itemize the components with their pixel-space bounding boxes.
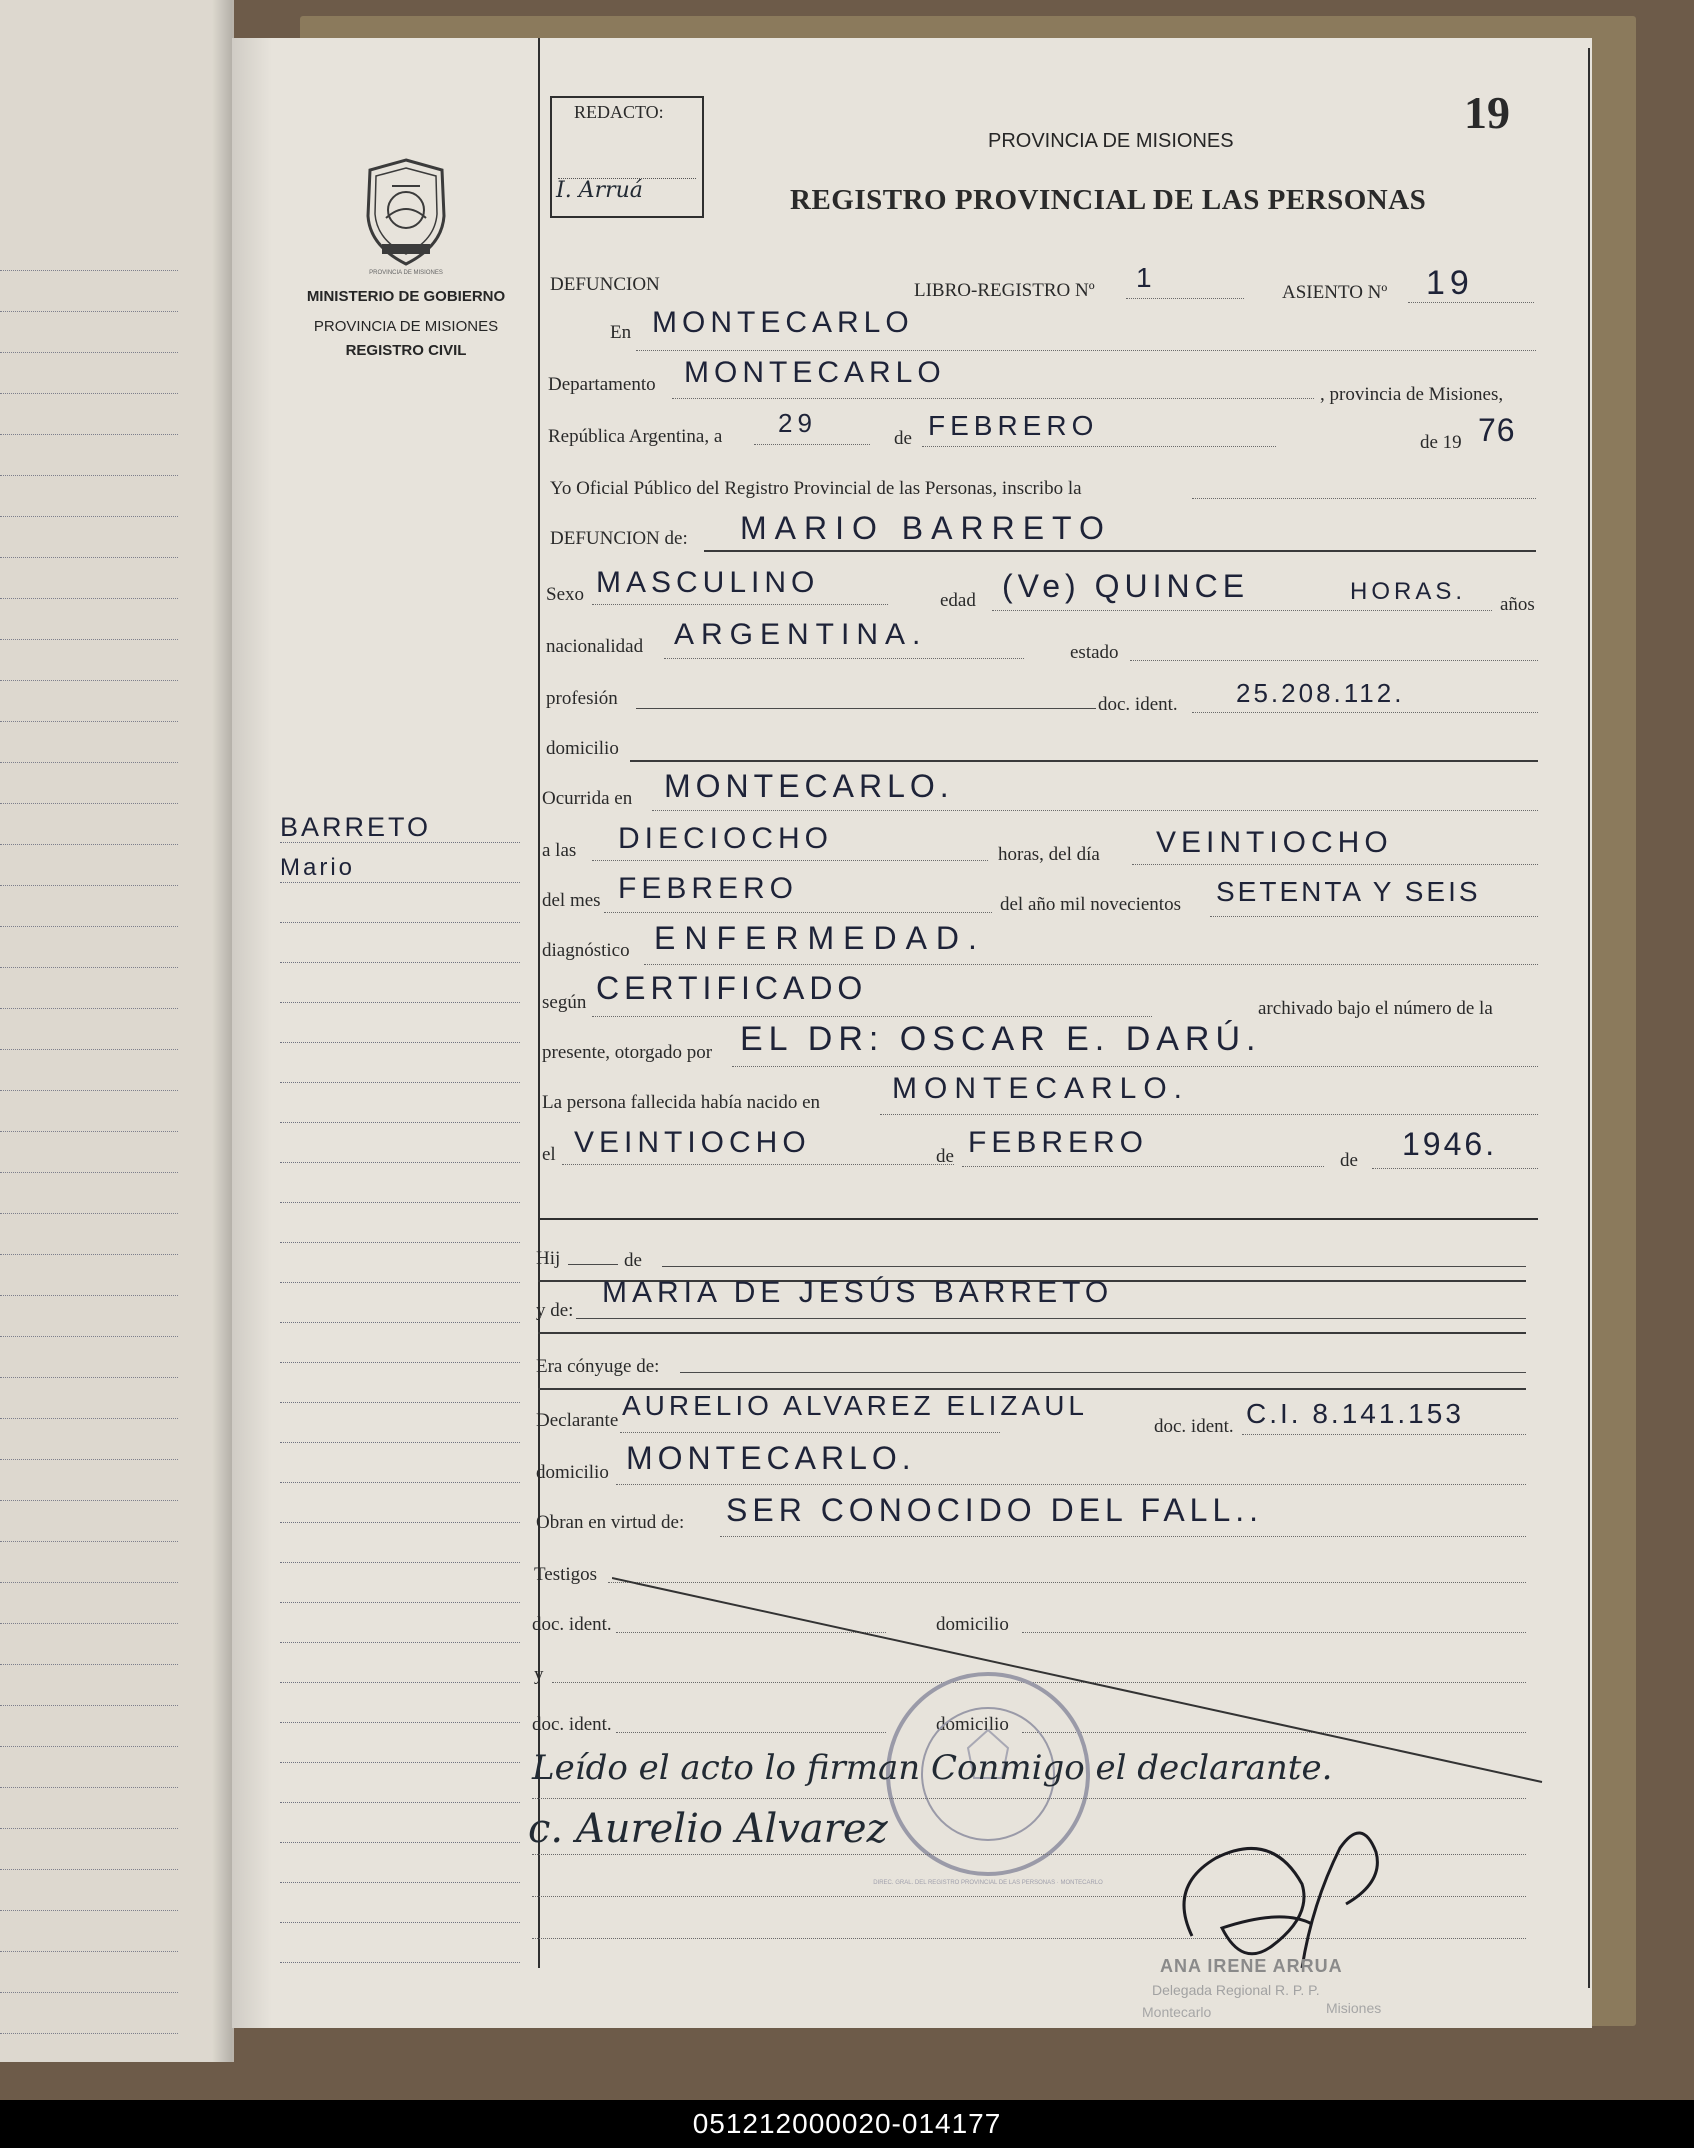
left-page-rule: [0, 1787, 178, 1788]
left-page-rule: [0, 1869, 178, 1870]
label-de-nac-ano: de: [1340, 1150, 1358, 1171]
label-profesion: profesión: [546, 688, 618, 709]
registry-title: REGISTRO PROVINCIAL DE LAS PERSONAS: [790, 184, 1427, 216]
margin-rule: [280, 1402, 520, 1403]
label-de-nac-mes: de: [936, 1146, 954, 1167]
left-page-rule: [0, 721, 178, 722]
value-obran: SER CONOCIDO DEL FALL..: [726, 1492, 1264, 1528]
label-nacido-en: La persona fallecida había nacido en: [542, 1092, 820, 1113]
label-de-mes: de: [894, 428, 912, 449]
margin-rule: [280, 882, 520, 883]
margin-rule: [280, 1642, 520, 1643]
left-page-rule: [0, 1008, 178, 1009]
right-page: [232, 38, 1592, 2028]
margin-rule: [280, 1762, 520, 1763]
label-asiento: ASIENTO Nº: [1282, 282, 1388, 303]
left-page-rule: [0, 1295, 178, 1296]
left-page-rule: [0, 1992, 178, 1993]
label-ocurrida-en: Ocurrida en: [542, 788, 633, 809]
label-doc-ident-3: doc. ident.: [532, 1614, 612, 1635]
value-ano: 76: [1478, 412, 1516, 448]
margin-rule: [280, 1082, 520, 1083]
official-name: ANA IRENE ARRUA: [1160, 1956, 1343, 1976]
left-page-rule: [0, 598, 178, 599]
label-edad: edad: [940, 590, 976, 611]
barcode-text: 051212000020-014177: [692, 2108, 1002, 2139]
province-title: PROVINCIA DE MISIONES: [988, 130, 1234, 152]
value-a-las: DIECIOCHO: [618, 822, 834, 855]
margin-rule: [280, 1242, 520, 1243]
margin-rule: [280, 1002, 520, 1003]
margin-rule: [280, 1042, 520, 1043]
value-nac-mes: FEBRERO: [968, 1126, 1149, 1159]
page-edge-shade: [232, 38, 272, 2028]
closing-line-2: c. Aurelio Alvarez: [528, 1806, 888, 1852]
left-page-rule: [0, 1254, 178, 1255]
left-page-rule: [0, 1623, 178, 1624]
left-page-rule: [0, 1828, 178, 1829]
value-asiento: 19: [1426, 264, 1474, 302]
official-signature: [1162, 1808, 1422, 1978]
label-doc-ident-4: doc. ident.: [532, 1714, 612, 1735]
seal-caption: PROVINCIA DE MISIONES: [369, 270, 443, 276]
label-domicilio-3: domicilio: [936, 1614, 1009, 1635]
label-archivado: archivado bajo el número de la: [1258, 998, 1493, 1019]
official-title: Delegada Regional R. P. P.: [1152, 1982, 1320, 1998]
left-page-rule: [0, 1664, 178, 1665]
left-page-rule: [0, 639, 178, 640]
value-sexo: MASCULINO: [596, 566, 820, 599]
value-libro: 1: [1136, 262, 1157, 293]
left-page-rule: [0, 926, 178, 927]
left-page-rule: [0, 1582, 178, 1583]
value-departamento: MONTECARLO: [684, 356, 946, 389]
label-hij-de: de: [624, 1250, 642, 1271]
label-doc-ident-2: doc. ident.: [1154, 1416, 1234, 1437]
left-page-rule: [0, 1418, 178, 1419]
page-number: 19: [1464, 87, 1510, 138]
label-horas-del-dia: horas, del día: [998, 844, 1100, 865]
closing-line-1: Leído el acto lo firman Conmigo el declarante.: [532, 1748, 1333, 1788]
value-dia-texto: VEINTIOCHO: [1156, 826, 1393, 859]
left-page-rule: [0, 885, 178, 886]
ministry-line-1: MINISTERIO DE GOBIERNO: [306, 288, 506, 305]
right-vertical-rule: [1588, 48, 1590, 1988]
left-page-rule: [0, 352, 178, 353]
redacto-signature: I. Arruá: [556, 178, 643, 203]
left-page-rule: [0, 1377, 178, 1378]
value-diagnostico: ENFERMEDAD.: [654, 920, 986, 956]
left-page-rule: [0, 1910, 178, 1911]
left-page-rule: [0, 1459, 178, 1460]
left-page-rule: [0, 1951, 178, 1952]
label-del-ano: del año mil novecientos: [1000, 894, 1181, 915]
left-page-rule: [0, 1090, 178, 1091]
left-page-rule: [0, 844, 178, 845]
label-del-mes: del mes: [542, 890, 601, 911]
value-edad: (Ve) QUINCE: [1002, 568, 1250, 604]
margin-rule: [280, 1442, 520, 1443]
label-y-de: y de:: [536, 1300, 574, 1321]
value-nac-dia: VEINTIOCHO: [574, 1126, 811, 1159]
margin-surname: BARRETO: [280, 812, 432, 842]
label-departamento: Departamento: [548, 374, 656, 395]
value-mes: FEBRERO: [928, 410, 1099, 441]
label-nacionalidad: nacionalidad: [546, 636, 644, 657]
left-page-rule: [0, 270, 178, 271]
value-nac-ano: 1946.: [1402, 1126, 1498, 1162]
value-otorgado-por: EL DR: OSCAR E. DARÚ.: [740, 1020, 1262, 1058]
label-a-las: a las: [542, 840, 577, 861]
label-y: y: [534, 1664, 544, 1685]
label-el: el: [542, 1144, 556, 1165]
label-republica: República Argentina, a: [548, 426, 723, 447]
label-domicilio-4: domicilio: [936, 1714, 1009, 1735]
left-page-rule: [0, 1049, 178, 1050]
margin-rule: [280, 1482, 520, 1483]
ministry-seal-icon: [356, 156, 456, 268]
left-page-rule: [0, 1172, 178, 1173]
margin-rule: [280, 1202, 520, 1203]
margin-rule: [280, 1522, 520, 1523]
margin-rule: [280, 1922, 520, 1923]
redacto-label: REDACTO:: [574, 102, 664, 122]
label-libro: LIBRO-REGISTRO Nº: [914, 280, 1095, 301]
left-page-rule: [0, 311, 178, 312]
label-doc-ident: doc. ident.: [1098, 694, 1178, 715]
left-page-rule: [0, 434, 178, 435]
left-page-rule: [0, 1131, 178, 1132]
label-testigos: Testigos: [534, 1564, 598, 1585]
label-estado: estado: [1070, 642, 1119, 663]
label-yo-oficial: Yo Oficial Público del Registro Provincial de las Personas, inscribo la: [550, 478, 1082, 499]
value-segun: CERTIFICADO: [596, 970, 868, 1006]
margin-rule: [280, 1122, 520, 1123]
left-page-rule: [0, 557, 178, 558]
value-declarante: AURELIO ALVAREZ ELIZAUL: [622, 1390, 1088, 1421]
ministry-line-3: REGISTRO CIVIL: [345, 342, 467, 359]
spine-shade: [212, 0, 232, 2062]
label-anos: años: [1500, 594, 1535, 615]
official-place-right: Misiones: [1326, 2000, 1382, 2016]
value-edad-unidad: HORAS.: [1350, 578, 1467, 605]
left-page-rule: [0, 2033, 178, 2034]
left-page-rule: [0, 1213, 178, 1214]
left-page-rule: [0, 1705, 178, 1706]
label-obran: Obran en virtud de:: [536, 1512, 685, 1533]
value-nombre: MARIO BARRETO: [740, 510, 1112, 546]
label-hij: Hij: [536, 1248, 561, 1269]
margin-rule: [280, 1722, 520, 1723]
margin-rule: [280, 1322, 520, 1323]
left-page-rule: [0, 1541, 178, 1542]
margin-rule: [280, 1682, 520, 1683]
margin-rule: [280, 922, 520, 923]
label-domicilio-2: domicilio: [536, 1462, 609, 1483]
value-declarante-doc: C.I. 8.141.153: [1246, 1398, 1464, 1429]
label-domicilio: domicilio: [546, 738, 619, 759]
left-page-rule: [0, 475, 178, 476]
margin-rule: [280, 1162, 520, 1163]
label-defuncion: DEFUNCION: [550, 274, 660, 295]
official-place-left: Montecarlo: [1142, 2004, 1212, 2020]
value-en: MONTECARLO: [652, 306, 914, 339]
value-doc-ident: 25.208.112.: [1236, 678, 1405, 708]
redacto-box: [550, 96, 704, 218]
left-page-rule: [0, 680, 178, 681]
left-page-rule: [0, 1336, 178, 1337]
label-de-19: de 19: [1420, 432, 1462, 453]
label-provincia: , provincia de Misiones,: [1320, 384, 1504, 405]
label-segun: según: [542, 992, 587, 1013]
margin-rule: [280, 1562, 520, 1563]
left-page-rule: [0, 393, 178, 394]
ministry-line-2: PROVINCIA DE MISIONES: [313, 318, 499, 335]
value-dia: 29: [778, 408, 817, 438]
stamp-text: DIREC. GRAL. DEL REGISTRO PROVINCIAL DE LAS PERSONAS · MONTECARLO: [873, 1880, 1103, 1886]
label-sexo: Sexo: [546, 584, 584, 605]
margin-rule: [280, 1802, 520, 1803]
left-page-rule: [0, 516, 178, 517]
left-page: [0, 0, 234, 2062]
label-en: En: [610, 322, 632, 343]
margin-given-name: Mario: [280, 854, 356, 881]
margin-rule: [280, 1602, 520, 1603]
margin-rule: [280, 1962, 520, 1963]
label-declarante: Declarante: [536, 1410, 619, 1431]
value-ano-texto: SETENTA Y SEIS: [1216, 876, 1481, 907]
value-mes-texto: FEBRERO: [618, 872, 799, 905]
margin-rule: [280, 1842, 520, 1843]
label-defuncion-de: DEFUNCION de:: [550, 528, 688, 549]
margin-rule: [280, 962, 520, 963]
margin-rule: [280, 1882, 520, 1883]
left-page-rule: [0, 762, 178, 763]
value-ocurrida-en: MONTECARLO.: [664, 768, 954, 804]
margin-rule: [280, 1362, 520, 1363]
label-presente: presente, otorgado por: [542, 1042, 713, 1063]
left-page-rule: [0, 1500, 178, 1501]
value-nacionalidad: ARGENTINA.: [674, 618, 928, 651]
label-conyuge: Era cónyuge de:: [536, 1356, 660, 1377]
value-declarante-domicilio: MONTECARLO.: [626, 1440, 916, 1476]
left-page-rule: [0, 1746, 178, 1747]
left-page-rule: [0, 967, 178, 968]
margin-rule: [280, 1282, 520, 1283]
value-nacido-en: MONTECARLO.: [892, 1072, 1190, 1105]
label-diagnostico: diagnóstico: [542, 940, 630, 961]
left-page-rule: [0, 803, 178, 804]
value-madre: MARIA DE JESÚS BARRETO: [602, 1276, 1114, 1309]
